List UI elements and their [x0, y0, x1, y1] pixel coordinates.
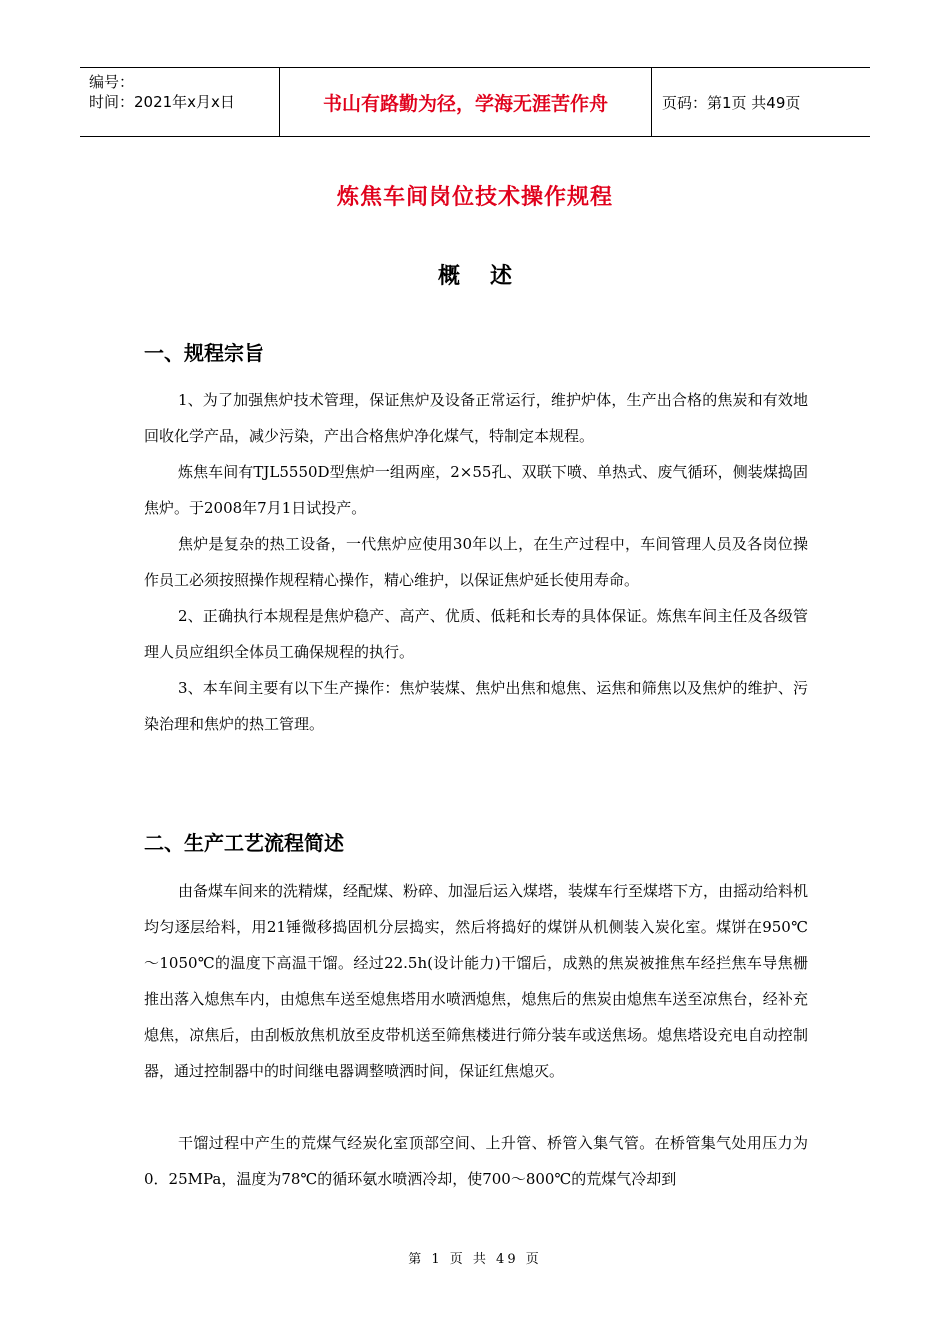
- header-motto: 书山有路勤为径，学海无涯苦作舟: [280, 68, 652, 136]
- document-title: 炼焦车间岗位技术操作规程: [336, 185, 613, 210]
- section-1-paragraph-2: 炼焦车间有TJL5550D型焦炉一组两座，2×55孔、双联下喷、单热式、废气循环，侧装煤捣固焦炉。于2008年7月1日试投产。: [144, 463, 808, 517]
- header-page-info: 页码：第1页 共49页: [662, 93, 801, 112]
- header-table: [80, 67, 870, 137]
- section-1-paragraph-1: 1、为了加强焦炉技术管理，保证焦炉及设备正常运行，维护炉体，生产出合格的焦炭和有效地回收化学产品，减少污染，产出合格焦炉净化煤气，特制定本规程。: [144, 391, 808, 445]
- section-2-paragraph-2: 干馏过程中产生的荒煤气经炭化室顶部空间、上升管、桥管入集气管。在桥管集气处用压力为0．25MPa，温度为78℃的循环氨水喷洒冷却，使700～800℃的荒煤气冷却到: [144, 1134, 808, 1188]
- section-heading-1: 一、规程宗旨: [144, 341, 264, 365]
- document-subtitle: 概述: [437, 264, 542, 289]
- time-label: 时间：2021年x月x日: [89, 93, 235, 111]
- number-label: 编号：: [89, 73, 135, 91]
- section-1-paragraph-3: 焦炉是复杂的热工设备，一代焦炉应使用30年以上，在生产过程中，车间管理人员及各岗位操作员工必须按照操作规程精心操作，精心维护，以保证焦炉延长使用寿命。: [144, 535, 808, 589]
- section-1-paragraph-4: 2、正确执行本规程是焦炉稳产、高产、优质、低耗和长寿的具体保证。炼焦车间主任及各级管理人员应组织全体员工确保规程的执行。: [144, 607, 808, 661]
- header-meta-cell: [80, 68, 280, 136]
- section-2-paragraph-1: 由备煤车间来的洗精煤，经配煤、粉碎、加湿后运入煤塔，装煤车行至煤塔下方，由摇动给料机均匀逐层给料，用21锤微移捣固机分层捣实，然后将捣好的煤饼从机侧装入炭化室。煤饼在950℃～1050℃的温度下高温干馏。经过22.5h(设计能力)干馏后，成熟的焦炭被推焦车经拦焦车导焦栅推出落入熄焦车内，由熄焦车送至熄焦塔用水喷洒熄焦，熄焦后的焦炭由熄焦车送至凉焦台，经补充熄焦，凉焦后，由刮板放焦机放至皮带机送至筛焦楼进行筛分装车或送焦场。熄焦塔设充电自动控制器，通过控制器中的时间继电器调整喷洒时间，保证红焦熄灭。: [144, 882, 809, 1080]
- section-heading-2: 二、生产工艺流程简述: [144, 831, 344, 855]
- section-1-paragraph-5: 3、本车间主要有以下生产操作：焦炉装煤、焦炉出焦和熄焦、运焦和筛焦以及焦炉的维护、污染治理和焦炉的热工管理。: [144, 679, 808, 733]
- page-footer: 第 1 页 共 49 页: [408, 1252, 542, 1267]
